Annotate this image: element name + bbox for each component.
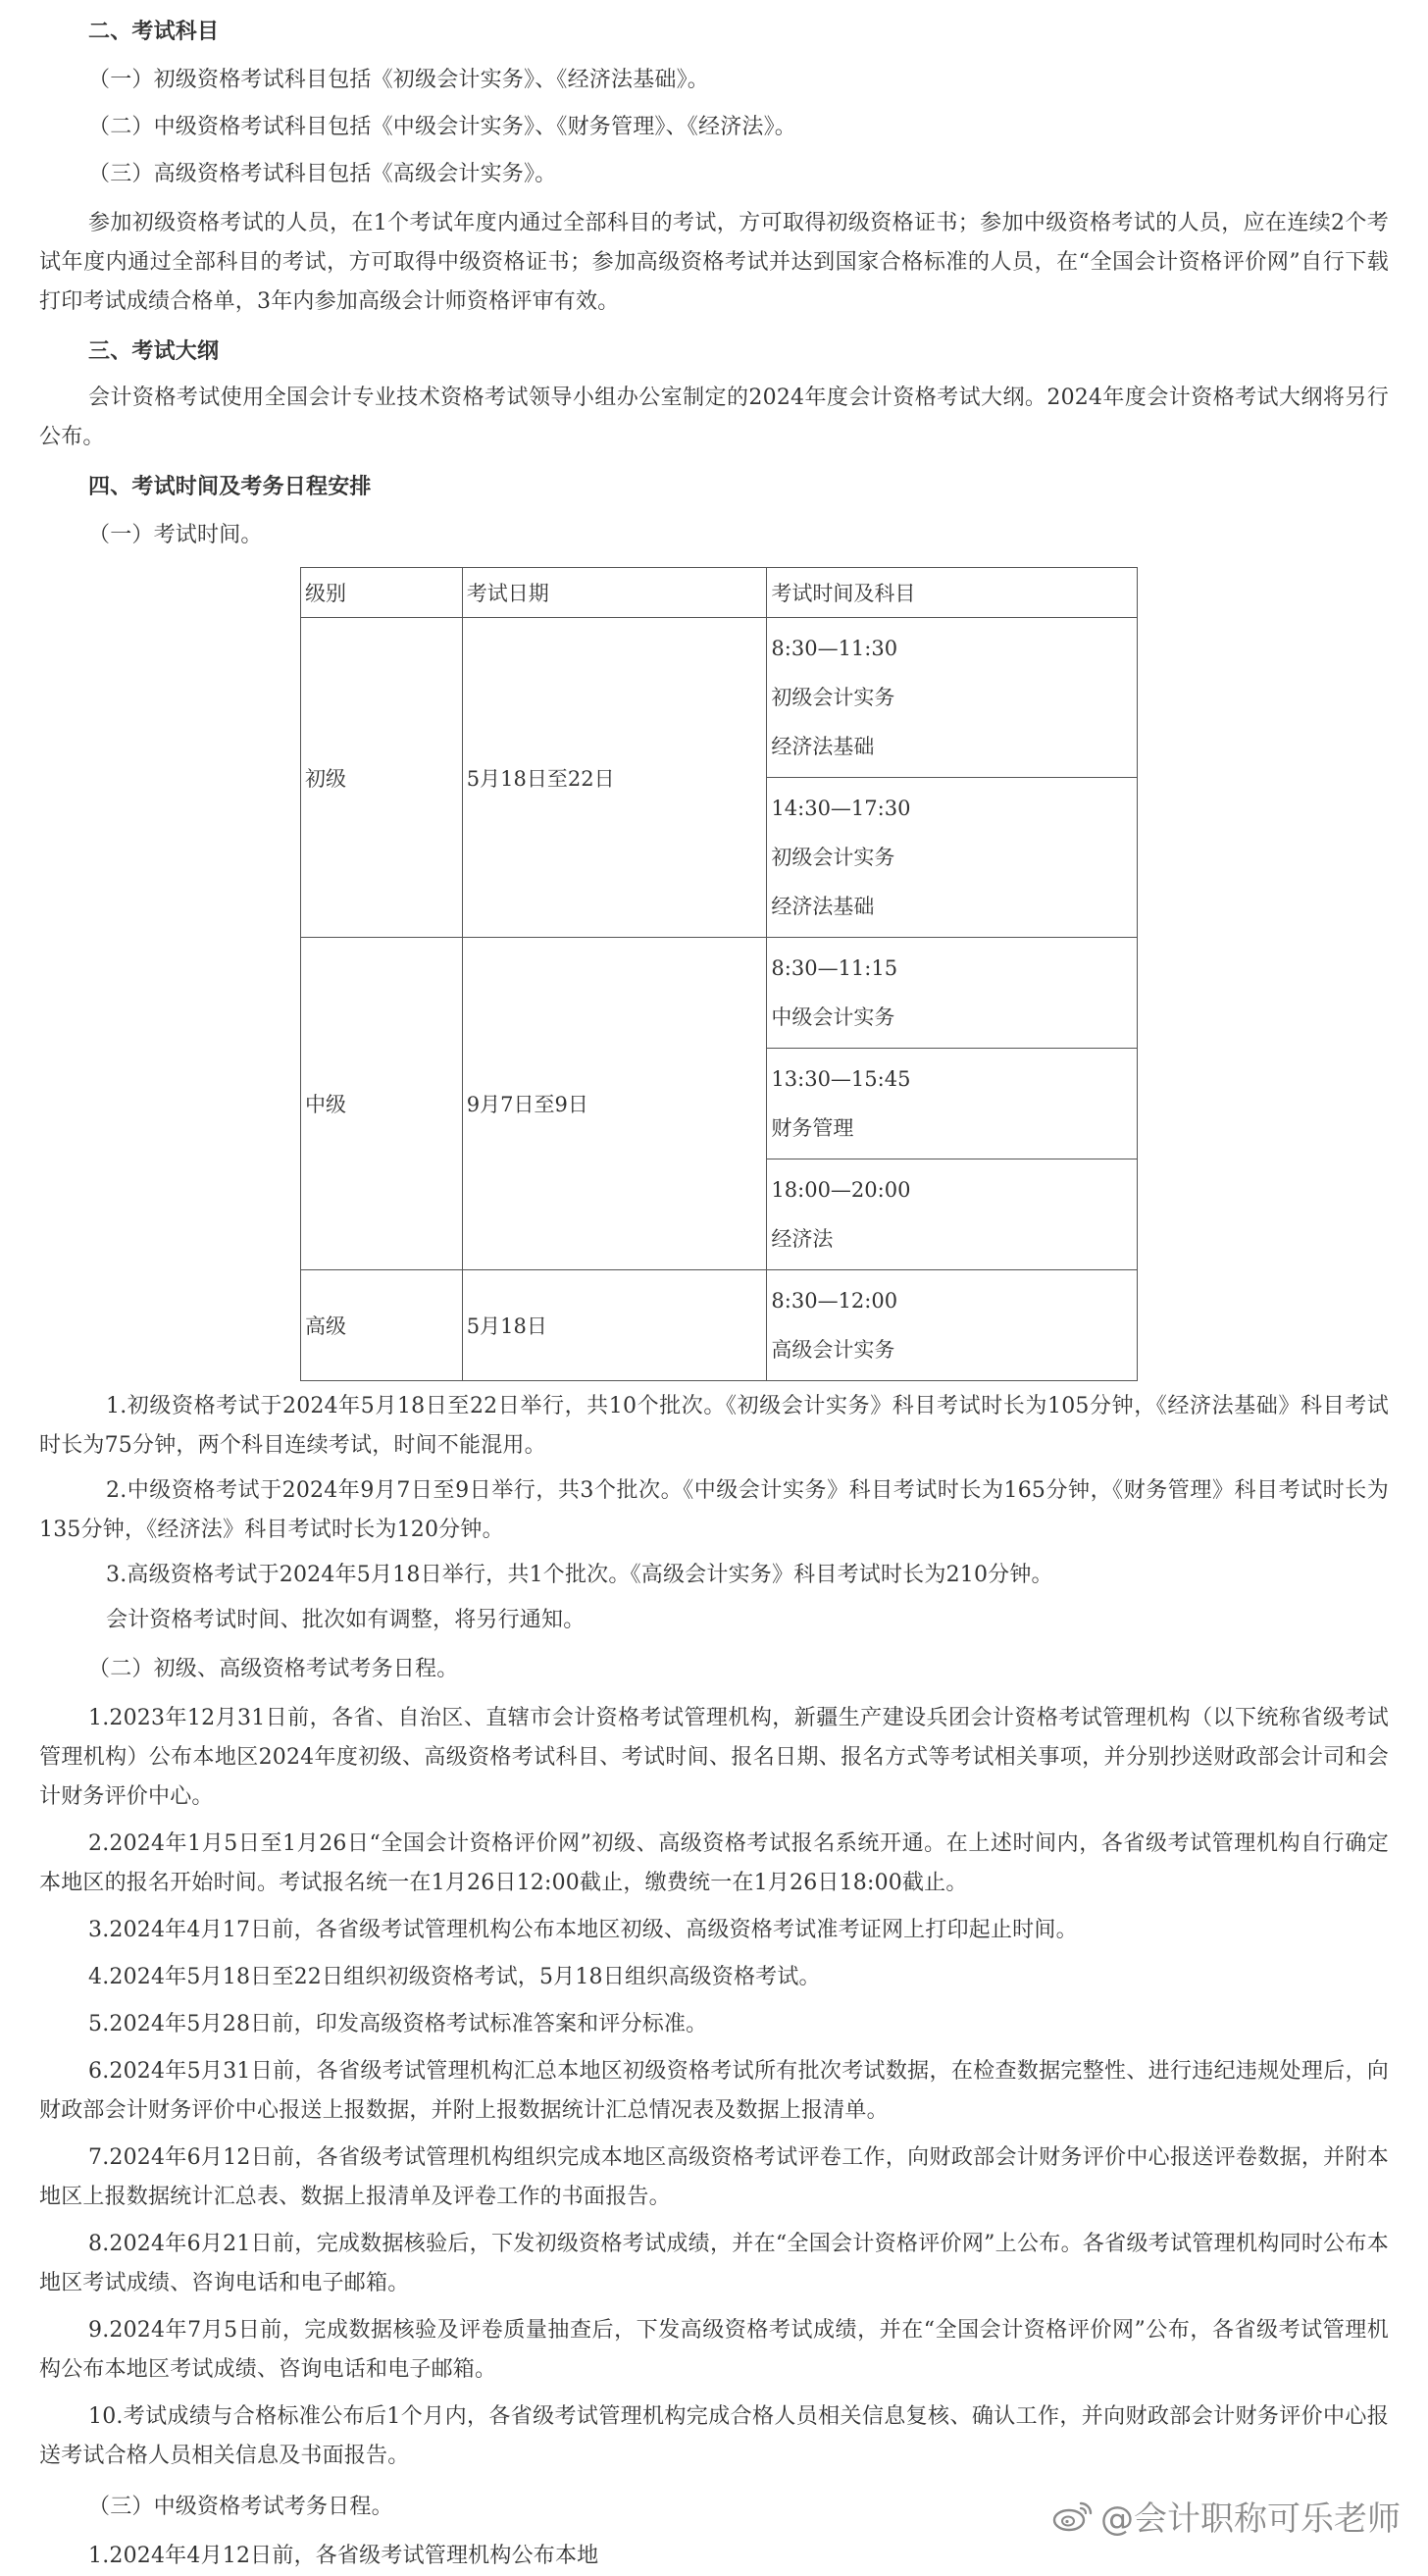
affairs-step-7: 7.2024年6月12日前，各省级考试管理机构组织完成本地区高级资格考试评卷工作，向财政部会计财务评价中心报送评卷数据，并附本地区上报数据统计汇总表、数据上报清单及评卷工作的书面报告。: [39, 2145, 1389, 2209]
affairs-step-3: 3.2024年4月17日前，各省级考试管理机构公布本地区初级、高级资格考试准考证网上打印起止时间。: [88, 1918, 1078, 1942]
slot-subject: 经济法: [771, 1227, 834, 1251]
subjects-item-3: （三）高级资格考试科目包括《高级会计实务》。: [88, 162, 557, 186]
slot-subject: 高级会计实务: [771, 1338, 895, 1362]
subjects-item-2: （二）中级资格考试科目包括《中级会计实务》、《财务管理》、《经济法》。: [88, 115, 797, 139]
slot-time: 8:30—11:30: [771, 637, 898, 660]
note-3: 3.高级资格考试于2024年5月18日举行，共1个批次。《高级会计实务》科目考试时长为210分钟。: [106, 1563, 1053, 1587]
affairs-step-6: 6.2024年5月31日前，各省级考试管理机构汇总本地区初级资格考试所有批次考试数据，在检查数据完整性、进行违纪违规处理后，向财政部会计财务评价中心报送上报数据，并附上报数据统计汇总情况表及数据上报清单。: [39, 2059, 1389, 2123]
affairs-step-10: 10.考试成绩与合格标准公布后1个月内，各省级考试管理机构完成合格人员相关信息复核、确认工作，并向财政部会计财务评价中心报送考试合格人员相关信息及书面报告。: [39, 2404, 1389, 2468]
table-header-row: [301, 568, 1138, 618]
slot-time: 8:30—12:00: [771, 1289, 898, 1313]
outline-paragraph: 会计资格考试使用全国会计专业技术资格考试领导小组办公室制定的2024年度会计资格考试大纲。2024年度会计资格考试大纲将另行公布。: [39, 386, 1389, 449]
header-date: 考试日期: [462, 568, 767, 618]
affairs-step-5: 5.2024年5月28日前，印发高级资格考试标准答案和评分标准。: [88, 2012, 708, 2036]
cell-slot-zhongji-1: [767, 938, 1138, 1049]
header-time-subject: 考试时间及科目: [767, 568, 1138, 618]
cell-level-gaoji: 高级: [301, 1270, 463, 1381]
cell-date-chuji: 5月18日至22日: [462, 618, 767, 938]
cell-level-chuji: 初级: [301, 618, 463, 938]
slot-time: 18:00—20:00: [771, 1178, 911, 1202]
subjects-paragraph: 参加初级资格考试的人员，在1个考试年度内通过全部科目的考试，方可取得初级资格证书；参加中级资格考试的人员，应在连续2个考试年度内通过全部科目的考试，方可取得中级资格证书；参加高级资格考试并达到国家合格标准的人员，在“全国会计资格评价网”自行下载打印考试成绩合格单，3年内参加高级会计师资格评审有效。: [39, 211, 1389, 314]
watermark: [1051, 2492, 1401, 2540]
affairs-step-8: 8.2024年6月21日前，完成数据核验后，下发初级资格考试成绩，并在“全国会计资格评价网”上公布。各省级考试管理机构同时公布本地区考试成绩、咨询电话和电子邮箱。: [39, 2232, 1389, 2295]
affairs-step-4: 4.2024年5月18日至22日组织初级资格考试，5月18日组织高级资格考试。: [88, 1965, 821, 1989]
slot-time: 8:30—11:15: [771, 956, 898, 980]
cell-slot-chuji-2: [767, 778, 1138, 938]
section-outline-title: 三、考试大纲: [88, 338, 220, 364]
section-subjects-title: 二、考试科目: [88, 19, 220, 44]
subjects-item-1: （一）初级资格考试科目包括《初级会计实务》、《经济法基础》。: [88, 68, 710, 92]
cell-date-zhongji: 9月7日至9日: [462, 938, 767, 1270]
affairs-step-1: 1.2023年12月31日前，各省、自治区、直辖市会计资格考试管理机构，新疆生产建设兵团会计资格考试管理机构（以下统称省级考试管理机构）公布本地区2024年度初级、高级资格考试科目、考试时间、报名日期、报名方式等考试相关事项，并分别抄送财政部会计司和会计财务评价中心。: [39, 1706, 1389, 1809]
slot-subject: 初级会计实务: [771, 846, 895, 869]
cell-date-gaoji: 5月18日: [462, 1270, 767, 1381]
cell-level-zhongji: 中级: [301, 938, 463, 1270]
slot-subject: 经济法基础: [771, 735, 875, 758]
slot-time: 13:30—15:45: [771, 1067, 911, 1091]
cell-slot-gaoji-1: [767, 1270, 1138, 1381]
affairs-step-9: 9.2024年7月5日前，完成数据核验及评卷质量抽查后，下发高级资格考试成绩，并在“全国会计资格评价网”公布，各省级考试管理机构公布本地区考试成绩、咨询电话和电子邮箱。: [39, 2318, 1389, 2382]
exam-schedule-table: [300, 567, 1138, 1381]
table-row: [301, 938, 1138, 1049]
slot-subject: 中级会计实务: [771, 1005, 895, 1029]
slot-time: 14:30—17:30: [771, 797, 911, 820]
weibo-logo-icon: [1051, 2499, 1095, 2533]
table-row: [301, 618, 1138, 778]
cell-slot-zhongji-3: [767, 1159, 1138, 1270]
note-1: 1.初级资格考试于2024年5月18日至22日举行，共10个批次。《初级会计实务》科目考试时长为105分钟，《经济法基础》科目考试时长为75分钟，两个科目连续考试，时间不能混用。: [39, 1394, 1389, 1458]
cell-slot-zhongji-2: [767, 1049, 1138, 1159]
note-adjustment: 会计资格考试时间、批次如有调整，将另行通知。: [106, 1608, 586, 1632]
affairs-step-2: 2.2024年1月5日至1月26日“全国会计资格评价网”初级、高级资格考试报名系统开通。在上述时间内，各省级考试管理机构自行确定本地区的报名开始时间。考试报名统一在1月26日12:00截止，缴费统一在1月26日18:00截止。: [39, 1831, 1389, 1895]
affairs-title: （二）初级、高级资格考试考务日程。: [88, 1657, 459, 1681]
section-schedule-title: 四、考试时间及考务日程安排: [88, 474, 372, 499]
note-2: 2.中级资格考试于2024年9月7日至9日举行，共3个批次。《中级会计实务》科目考试时长为165分钟，《财务管理》科目考试时长为135分钟，《经济法》科目考试时长为120分钟。: [39, 1478, 1389, 1542]
watermark-text: @会计职称可乐老师: [1100, 2499, 1401, 2539]
slot-subject: 初级会计实务: [771, 686, 895, 709]
mid-affairs-step-1: 1.2024年4月12日前，各省级考试管理机构公布本地: [88, 2544, 599, 2568]
slot-subject: 财务管理: [771, 1116, 854, 1140]
mid-affairs-title: （三）中级资格考试考务日程。: [88, 2495, 393, 2519]
header-level: 级别: [301, 568, 463, 618]
exam-time-subtitle: （一）考试时间。: [88, 523, 263, 547]
table-row: [301, 1270, 1138, 1381]
slot-subject: 经济法基础: [771, 895, 875, 918]
cell-slot-chuji-1: [767, 618, 1138, 778]
